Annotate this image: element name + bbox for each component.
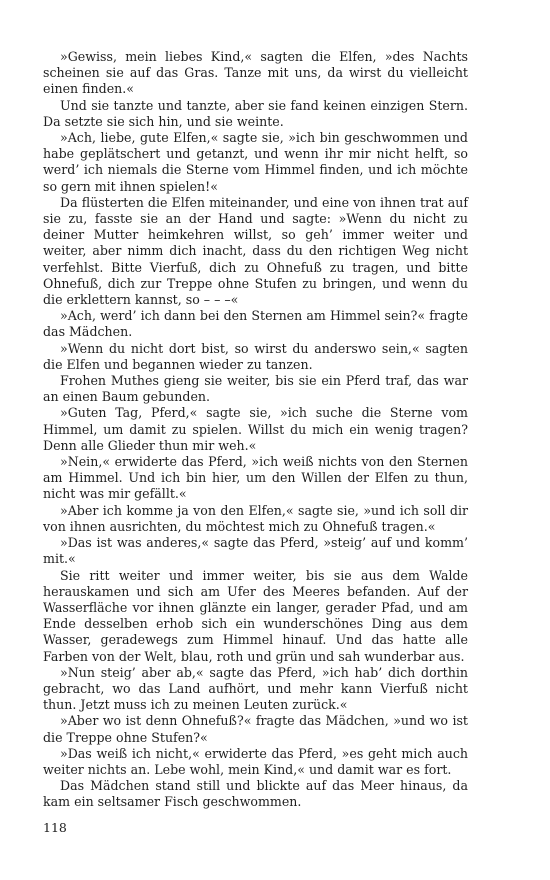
- paragraph: »Ach, werd’ ich dann bei den Sternen am Himmel sein?« fragte das Mädchen.: [43, 308, 468, 340]
- paragraph: »Guten Tag, Pferd,« sagte sie, »ich suche die Sterne vom Himmel, um damit zu spielen. Willst du mich ein wenig tragen? Denn alle Glieder thun mir weh.«: [43, 405, 468, 453]
- paragraph: »Aber wo ist denn Ohnefuß?« fragte das Mädchen, »und wo ist die Treppe ohne Stufen?«: [43, 713, 468, 745]
- paragraph: »Gewiss, mein liebes Kind,« sagten die Elfen, »des Nachts scheinen sie auf das Gras. Tanze mit uns, da wirst du vielleicht einen finden.«: [43, 49, 468, 97]
- paragraph: Und sie tanzte und tanzte, aber sie fand keinen einzigen Stern. Da setzte sie sich hin, und sie weinte.: [43, 97, 468, 129]
- paragraph: »Ach, liebe, gute Elfen,« sagte sie, »ich bin geschwommen und habe geplätschert und getanzt, und wenn ihr mir nicht helft, so werd’ ich niemals die Sterne vom Himmel finden, und ich möchte so gern mit ihnen spielen!«: [43, 130, 468, 194]
- paragraph: »Das weiß ich nicht,« erwiderte das Pferd, »es geht mich auch weiter nichts an. Lebe wohl, mein Kind,« und damit war es fort.: [43, 745, 468, 777]
- paragraph: »Nun steig’ aber ab,« sagte das Pferd, »ich hab’ dich dorthin gebracht, wo das Land aufhört, und mehr kann Vierfuß nicht thun. Jetzt muss ich zu meinen Leuten zurück.«: [43, 664, 468, 713]
- paragraph: »Aber ich komme ja von den Elfen,« sagte sie, »und ich soll dir von ihnen ausrichten, du möchtest mich zu Ohnefuß tragen.«: [43, 502, 468, 534]
- paragraph: Das Mädchen stand still und blickte auf das Meer hinaus, da kam ein seltsamer Fisch geschwommen.: [43, 778, 468, 810]
- body-text: [43, 49, 468, 811]
- paragraph: »Nein,« erwiderte das Pferd, »ich weiß nichts von den Sternen am Himmel. Und ich bin hier, um den Willen der Elfen zu thun, nicht was mir gefällt.«: [43, 454, 468, 502]
- paragraph: Da flüsterten die Elfen miteinander, und eine von ihnen trat auf sie zu, fasste sie an der Hand und sagte: »Wenn du nicht zu deiner Mutter heimkehren willst, so geh’ immer weiter und weiter, aber nimm dich inacht, dass du den richtigen Weg nicht verfehlst. Bitte Vierfuß, dich zu Ohnefuß zu tragen, und bitte Ohnefuß, dich zur Treppe ohne Stufen zu bringen, und wenn du die erklettern kannst, so – – –«: [43, 194, 468, 308]
- paragraph: »Wenn du nicht dort bist, so wirst du anderswo sein,« sagten die Elfen und begannen wieder zu tanzen.: [43, 340, 468, 372]
- paragraph: Frohen Muthes gieng sie weiter, bis sie ein Pferd traf, das war an einen Baum gebunden.: [43, 373, 468, 405]
- paragraph: Sie ritt weiter und immer weiter, bis sie aus dem Walde herauskamen und sich am Ufer des Meeres befanden. Auf der Wasserfläche vor ihnen glänzte ein langer, gerader Pfad, und am Ende desselben erhob sich ein wunderschönes Ding aus dem Wasser, geradewegs zum Himmel hinauf. Und das hatte alle Farben von der Welt, blau, roth und grün und sah wunderbar aus.: [43, 567, 468, 664]
- paragraph: »Das ist was anderes,« sagte das Pferd, »steig’ auf und komm’ mit.«: [43, 535, 468, 567]
- page-number: 118: [43, 820, 67, 835]
